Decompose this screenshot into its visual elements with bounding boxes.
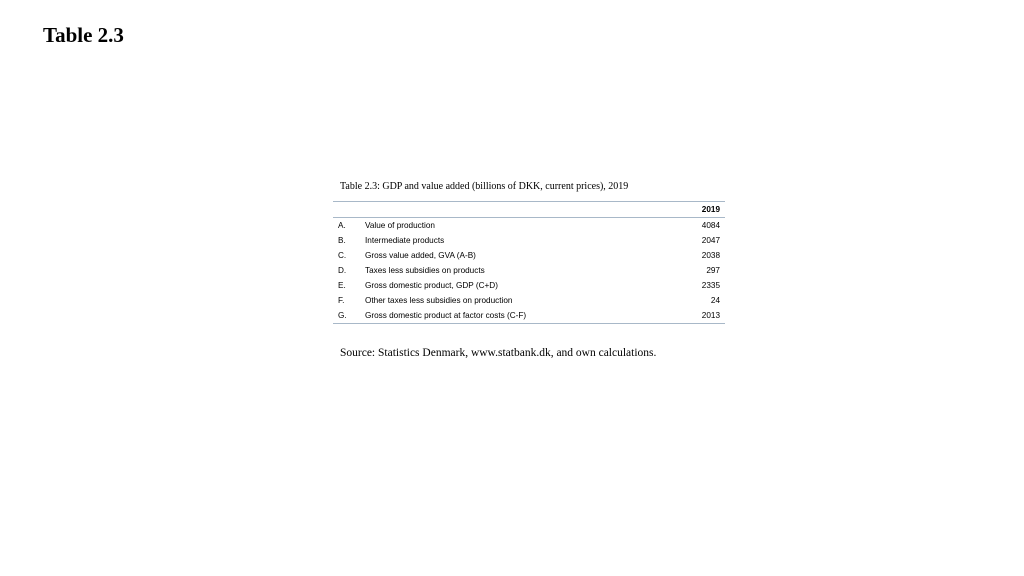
row-label: Taxes less subsidies on products [365, 266, 485, 275]
row-label: Gross domestic product, GDP (C+D) [365, 281, 498, 290]
row-letter: G. [338, 311, 347, 320]
table-body [333, 218, 725, 324]
table-row [333, 278, 725, 293]
row-label: Value of production [365, 221, 435, 230]
row-value: 4084 [701, 221, 720, 230]
table-row [333, 263, 725, 278]
table-row [333, 248, 725, 263]
table-row [333, 233, 725, 248]
row-value: 24 [710, 296, 720, 305]
table-row [333, 293, 725, 308]
slide-title: Table 2.3 [43, 23, 124, 47]
table-caption: Table 2.3: GDP and value added (billions of DKK, current prices), 2019 [340, 181, 629, 192]
row-label: Intermediate products [365, 236, 445, 245]
header-year-cell: 2019 [701, 205, 720, 214]
row-value: 297 [706, 266, 720, 275]
row-value: 2038 [701, 251, 720, 260]
row-letter: B. [338, 236, 346, 245]
row-value: 2047 [701, 236, 720, 245]
row-label: Gross value added, GVA (A-B) [365, 251, 476, 260]
row-label: Gross domestic product at factor costs (C-F) [365, 311, 527, 320]
table-row [333, 308, 725, 324]
source-note: Source: Statistics Denmark, www.statbank.dk, and own calculations. [340, 347, 657, 359]
row-letter: F. [338, 296, 345, 305]
row-value: 2013 [701, 311, 720, 320]
row-letter: D. [338, 266, 347, 275]
row-letter: E. [338, 281, 346, 290]
table-header-row [333, 202, 725, 218]
header-label-cell [360, 202, 670, 218]
row-label: Other taxes less subsidies on production [365, 296, 513, 305]
table-row [333, 218, 725, 234]
row-value: 2335 [701, 281, 720, 290]
gdp-table [333, 201, 725, 324]
row-letter: C. [338, 251, 347, 260]
table-header [333, 202, 725, 218]
row-letter: A. [338, 221, 346, 230]
header-letter-cell [333, 202, 360, 218]
